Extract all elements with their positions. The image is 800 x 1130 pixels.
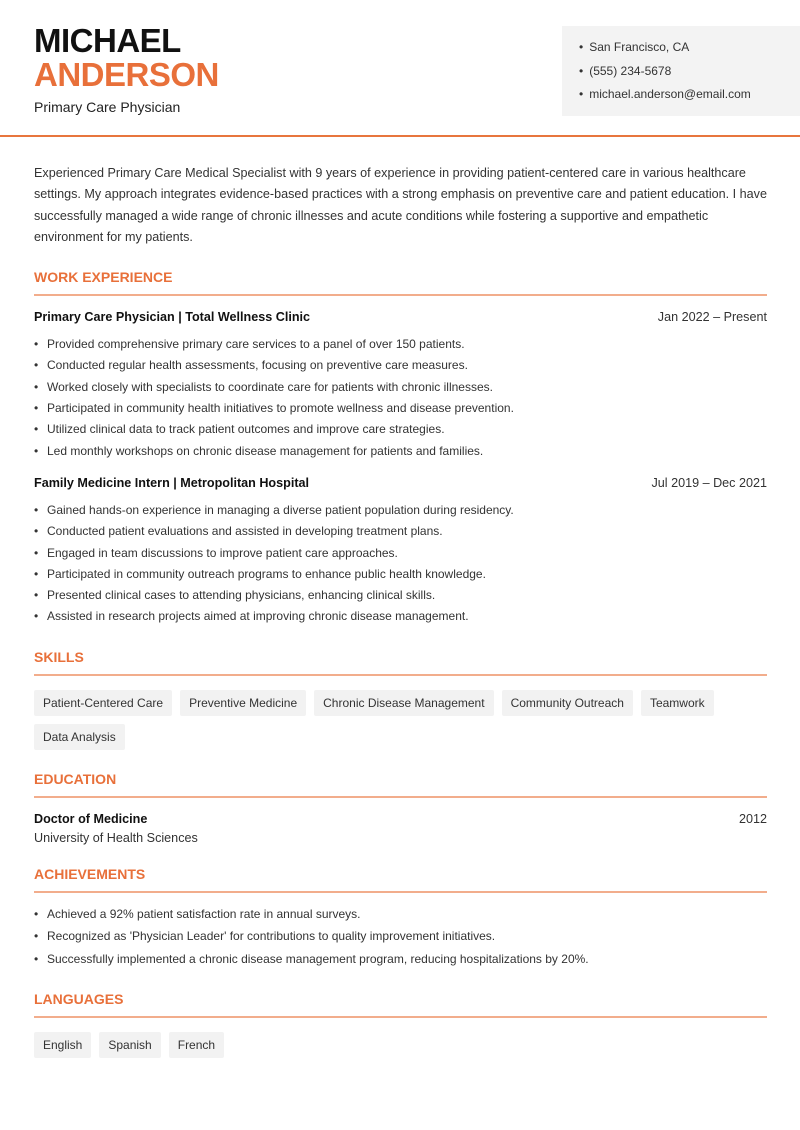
contact-email: • michael.anderson@email.com [579,86,800,110]
last-name: ANDERSON [34,56,219,93]
language-tag: Spanish [99,1032,160,1058]
achievement-item: • Successfully implemented a chronic disease management program, reducing hospitalizations by 20%. [34,948,767,971]
job-title: Primary Care Physician [34,99,181,115]
language-tag: English [34,1032,91,1058]
skill-tag: Preventive Medicine [180,690,306,716]
section-heading: SKILLS [34,649,767,676]
contact-phone: • (555) 234-5678 [579,63,800,87]
job-header [34,476,767,494]
work-experience-section [34,269,767,628]
degree: Doctor of Medicine [34,811,148,826]
school: University of Health Sciences [34,830,198,845]
bullet-item: • Participated in community outreach programs to enhance public health knowledge. [34,564,767,585]
bullet-item: • Conducted regular health assessments, focusing on preventive care measures. [34,355,767,376]
bullet-item: • Assisted in research projects aimed at improving chronic disease management. [34,606,767,627]
skill-tag: Data Analysis [34,724,125,750]
summary: Experienced Primary Care Medical Specialist with 9 years of experience in providing patient-centered care in various healthcare settings. My approach integrates evidence-based practices with a strong emphasis on preventive care and patient education. I have successfully managed a wide range of chronic illnesses and acute conditions while fostering a supportive and empathetic environment for my patients. [34,166,767,244]
job-entry [34,476,767,628]
bullet-item: • Engaged in team discussions to improve patient care approaches. [34,543,767,564]
job-header [34,310,767,328]
achievement-item: • Recognized as 'Physician Leader' for contributions to quality improvement initiatives. [34,925,767,948]
bullet-item: • Led monthly workshops on chronic disease management for patients and families. [34,441,767,462]
resume-header [0,0,800,137]
graduation-year: 2012 [738,811,767,826]
full-name [34,24,219,92]
skill-tag: Patient-Centered Care [34,690,172,716]
section-heading: EDUCATION [34,771,767,798]
languages-section [34,991,767,1058]
bullet-item: • Gained hands-on experience in managing a diverse patient population during residency. [34,500,767,521]
bullet-item: • Worked closely with specialists to coordinate care for patients with chronic illnesses. [34,377,767,398]
skill-tag: Teamwork [641,690,714,716]
job-title: Family Medicine Intern | Metropolitan Hospital [34,475,310,490]
bullet-item: • Utilized clinical data to track patient outcomes and improve care strategies. [34,419,767,440]
bullet-item: • Participated in community health initiatives to promote wellness and disease prevention. [34,398,767,419]
skills-section [34,649,767,750]
contact-box [562,26,800,116]
education-section [34,771,767,845]
section-heading: ACHIEVEMENTS [34,866,767,893]
skill-tag: Chronic Disease Management [314,690,493,716]
bullet-item: • Provided comprehensive primary care services to a panel of over 150 patients. [34,334,767,355]
job-bullets [34,334,767,462]
job-title: Primary Care Physician | Total Wellness Clinic [34,310,311,325]
job-dates: Jul 2019 – Dec 2021 [651,475,767,490]
contact-location: • San Francisco, CA [579,39,800,63]
skill-tag: Community Outreach [502,690,633,716]
section-heading: LANGUAGES [34,991,767,1018]
language-tag: French [169,1032,224,1058]
job-entry [34,310,767,462]
bullet-item: • Conducted patient evaluations and assisted in developing treatment plans. [34,521,767,542]
achievement-item: • Achieved a 92% patient satisfaction rate in annual surveys. [34,903,767,926]
first-name: MICHAEL [34,22,181,59]
job-bullets [34,500,767,628]
achievements-section [34,866,767,971]
bullet-item: • Presented clinical cases to attending physicians, enhancing clinical skills. [34,585,767,606]
job-dates: Jan 2022 – Present [657,310,767,325]
section-heading: WORK EXPERIENCE [34,269,767,296]
